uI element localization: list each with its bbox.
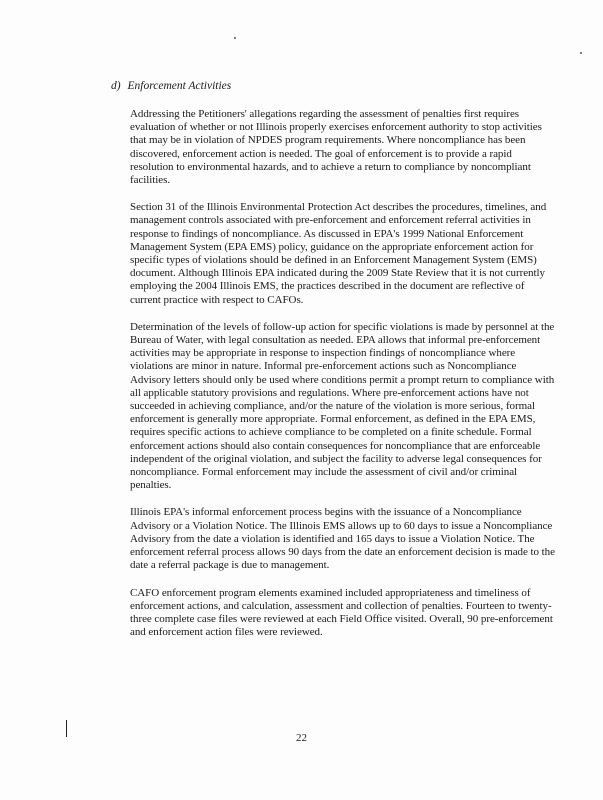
section-heading — [111, 80, 231, 92]
paragraph-section-31: Section 31 of the Illinois Environmental Protection Act describes the procedures, timelines, and management controls associated with pre-enforcement and enforcement referral activities in response to findings of noncompliance. As discussed in EPA's 1999 National Enforcement Management System (EPA EMS) policy, guidance on the appropriate enforcement action for specific types of violations should be defined in an Enforcement Management System (EMS) document. Although Illinois EPA indicated during the 2009 State Review that it is not currently employing the 2004 Illinois EMS, the practices described in the document are reflective of current practice with respect to CAFOs. — [130, 201, 547, 306]
paragraph-cafo-elements: CAFO enforcement program elements examined included appropriateness and timeliness of enforcement actions, and calculation, assessment and collection of penalties. Fourteen to twenty-three complete case files were reviewed at each Field Office visited. Overall, 90 pre-enforcement and enforcement action files were reviewed. — [130, 586, 553, 639]
paragraph-informal-process: Illinois EPA's informal enforcement process begins with the issuance of a Noncompliance Advisory or a Violation Notice. The Illinois EMS allows up to 60 days to issue a Noncompliance Advisory from the date a violation is identified and 165 days to issue a Violation Notice. The enforcement referral process allows 90 days from the date an enforcement decision is made to the date a referral package is due to management. — [130, 506, 555, 572]
page-number: 22 — [296, 732, 307, 744]
section-title: Enforcement Activities — [127, 80, 232, 92]
scan-speck — [234, 37, 236, 39]
paragraph-follow-up-action: Determination of the levels of follow-up action for specific violations is made by personnel at the Bureau of Water, with legal consultation as needed. EPA allows that informal pre-enforcement activities may be appropriate in response to inspection findings of noncompliance where violations are minor in nature. Informal pre-enforcement actions such as Noncompliance Advisory letters should only be used where conditions permit a prompt return to compliance with all applicable statutory provisions and regulations. Where pre-enforcement actions have not succeeded in achieving compliance, and/or the nature of the violation is more serious, formal enforcement is generally more appropriate. Formal enforcement, as defined in the EPA EMS, requires specific actions to achieve compliance to be completed on a finite schedule. Formal enforcement actions should also contain consequences for noncompliance that are enforceable independent of the original violation, and subject the facility to adverse legal consequences for noncompliance. Formal enforcement may include the assessment of civil and/or criminal penalties. — [130, 320, 555, 492]
paragraph-penalties-intro: Addressing the Petitioners' allegations regarding the assessment of penalties first requires evaluation of whether or not Illinois properly exercises enforcement authority to stop activities that may be in violation of NPDES program requirements. Where noncompliance has been discovered, enforcement action is needed. The goal of enforcement is to provide a rapid resolution to environmental hazards, and to achieve a return to compliance by noncompliant facilities. — [130, 108, 542, 187]
section-marker: d) — [111, 80, 121, 92]
scan-speck — [580, 52, 582, 54]
document-body — [130, 108, 556, 653]
